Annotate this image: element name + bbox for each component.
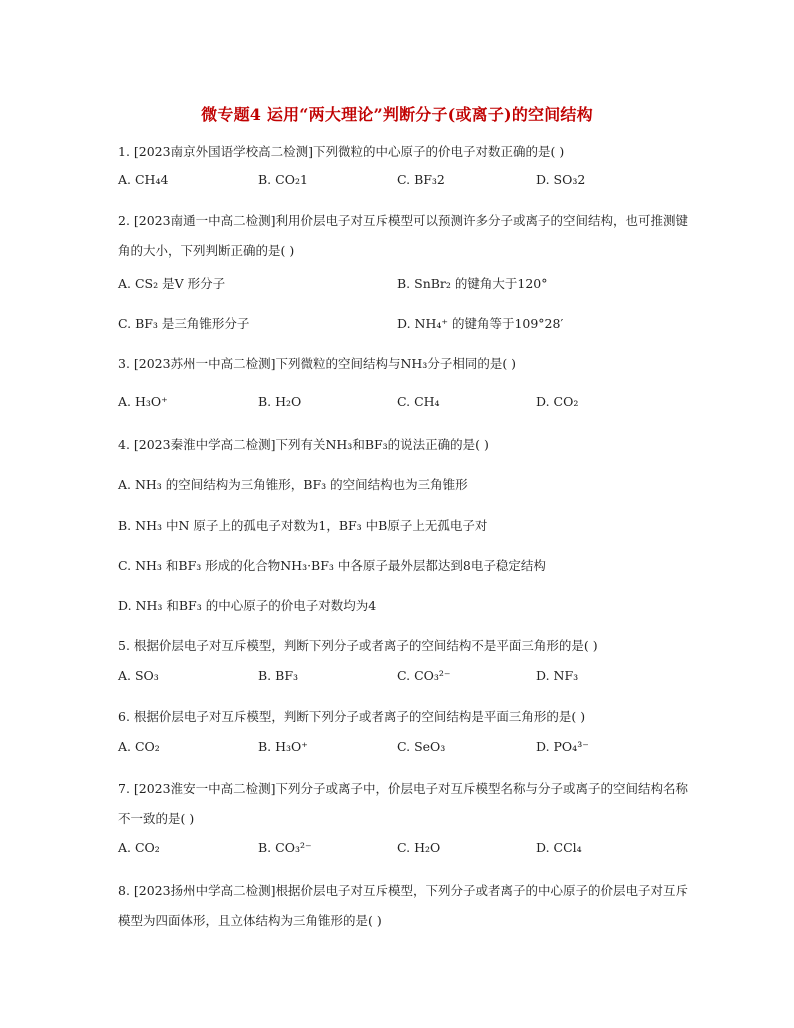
question-6-stem: 6. 根据价层电子对互斥模型，判断下列分子或者离子的空间结构是平面三角形的是( ) — [118, 709, 586, 724]
option-b: B. CO₃²⁻ — [258, 840, 312, 855]
option-d: D. CO₂ — [536, 394, 579, 409]
option-a: A. CS₂ 是V 形分子 — [118, 276, 226, 291]
question-2-options-row1 — [118, 274, 688, 294]
option-d: D. SO₃2 — [536, 172, 586, 187]
question-1-stem: 1. [2023南京外国语学校高二检测]下列微粒的中心原子的价电子对数正确的是( ) — [118, 144, 565, 159]
option-d: D. NH₃ 和BF₃ 的中心原子的价电子对数均为4 — [118, 598, 377, 613]
option-c: C. SeO₃ — [397, 739, 446, 754]
option-b: B. H₂O — [258, 394, 302, 409]
page-title: 微专题4 运用“两大理论”判断分子(或离子)的空间结构 — [201, 105, 593, 124]
question-1-options — [118, 172, 688, 192]
option-c: C. CO₃²⁻ — [397, 668, 451, 683]
option-a: A. SO₃ — [118, 668, 159, 683]
option-c: C. BF₃ 是三角锥形分子 — [118, 316, 250, 331]
question-2-options-row2 — [118, 314, 688, 334]
question-4-stem: 4. [2023秦淮中学高二检测]下列有关NH₃和BF₃的说法正确的是( ) — [118, 437, 489, 452]
question-7-options — [118, 840, 688, 860]
question-7-stem: 7. [2023淮安一中高二检测]下列分子或离子中，价层电子对互斥模型名称与分子或离子的空间结构名称不一致的是( ) — [118, 781, 688, 826]
option-c: C. H₂O — [397, 840, 441, 855]
option-c: C. NH₃ 和BF₃ 形成的化合物NH₃·BF₃ 中各原子最外层都达到8电子稳定结构 — [118, 558, 546, 573]
option-d: D. NF₃ — [536, 668, 579, 683]
option-a: A. CO₂ — [118, 739, 160, 754]
option-a: A. H₃O⁺ — [118, 394, 168, 409]
question-3-stem: 3. [2023苏州一中高二检测]下列微粒的空间结构与NH₃分子相同的是( ) — [118, 356, 517, 371]
option-b: B. BF₃ — [258, 668, 299, 683]
question-6-options — [118, 739, 688, 759]
question-5-options — [118, 668, 688, 688]
question-5-stem: 5. 根据价层电子对互斥模型，判断下列分子或者离子的空间结构不是平面三角形的是( ) — [118, 638, 598, 653]
option-c: C. CH₄ — [397, 394, 440, 409]
option-a: A. CH₄4 — [118, 172, 169, 187]
question-3-options — [118, 394, 688, 414]
question-8-stem: 8. [2023扬州中学高二检测]根据价层电子对互斥模型，下列分子或者离子的中心原子的价层电子对互斥模型为四面体形，且立体结构为三角锥形的是( ) — [118, 883, 688, 928]
option-a: A. CO₂ — [118, 840, 160, 855]
option-c: C. BF₃2 — [397, 172, 445, 187]
option-b: B. CO₂1 — [258, 172, 308, 187]
option-d: D. NH₄⁺ 的键角等于109°28′ — [397, 316, 564, 331]
option-d: D. CCl₄ — [536, 840, 582, 855]
option-b: B. NH₃ 中N 原子上的孤电子对数为1，BF₃ 中B原子上无孤电子对 — [118, 518, 488, 533]
option-b: B. SnBr₂ 的键角大于120° — [397, 276, 548, 291]
question-2-stem: 2. [2023南通一中高二检测]利用价层电子对互斥模型可以预测许多分子或离子的空间结构，也可推测键角的大小，下列判断正确的是( ) — [118, 213, 688, 258]
option-d: D. PO₄³⁻ — [536, 739, 589, 754]
option-b: B. H₃O⁺ — [258, 739, 308, 754]
option-a: A. NH₃ 的空间结构为三角锥形，BF₃ 的空间结构也为三角锥形 — [118, 477, 468, 492]
